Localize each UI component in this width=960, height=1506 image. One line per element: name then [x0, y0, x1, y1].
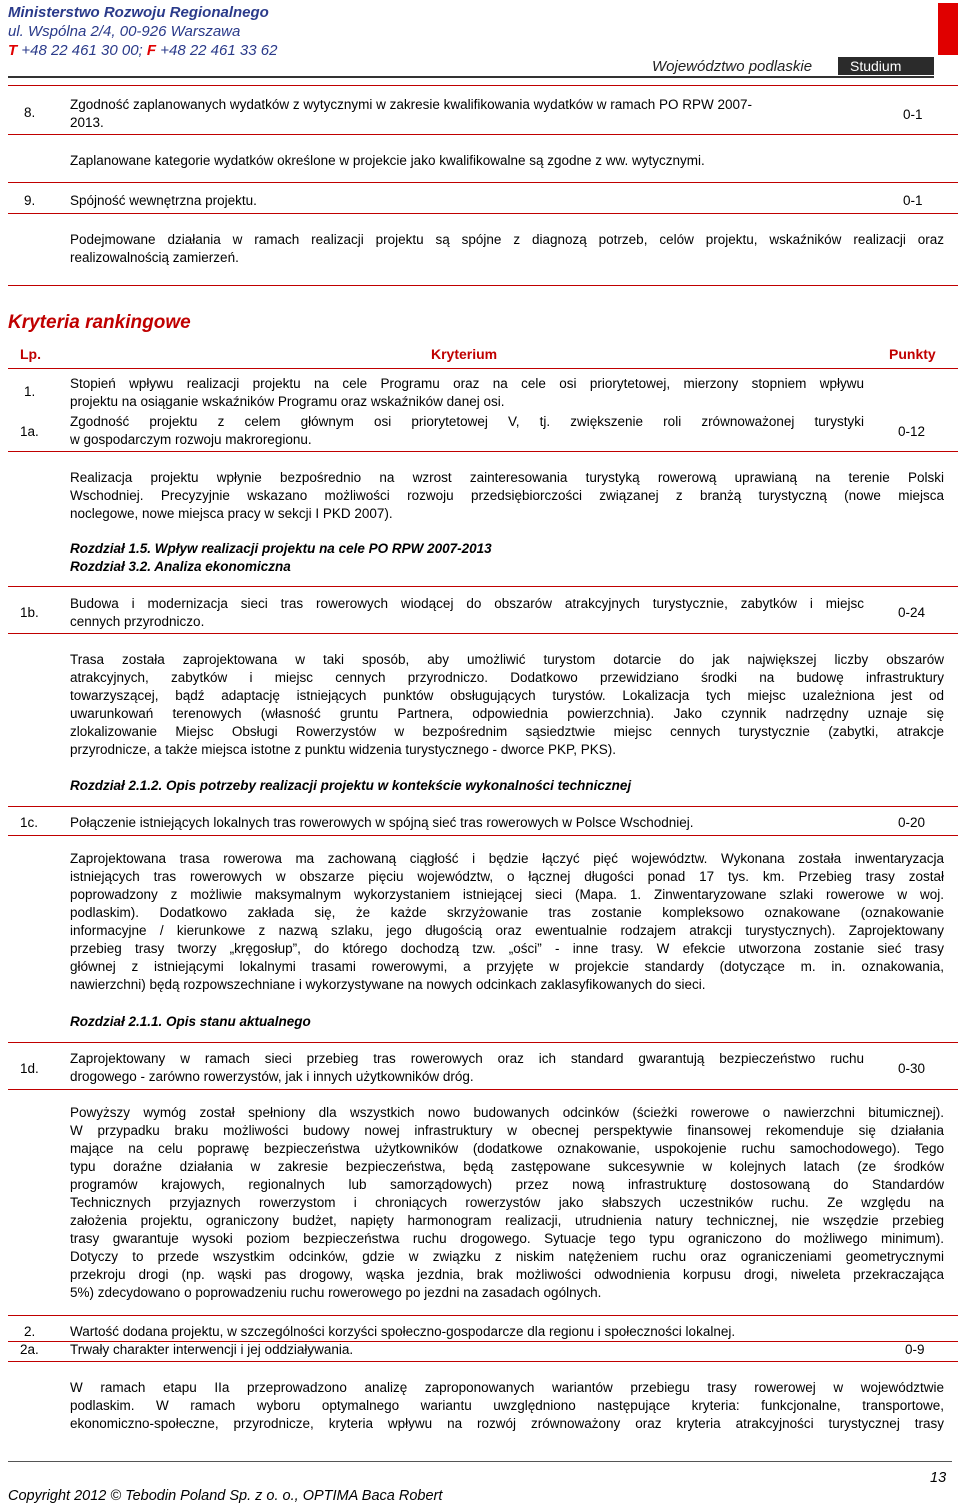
column-header-points: Punkty [889, 346, 936, 362]
column-header-lp: Lp. [20, 346, 41, 362]
criterion-title: Wartość dodana projektu, w szczególności korzyści społeczno-gospodarcze dla regionu i społeczności lokalnej. [70, 1324, 736, 1339]
contact-line [8, 41, 277, 60]
chapter-reference: Rozdział 1.5. Wpływ realizacji projektu na cele PO RPW 2007-2013 [70, 541, 492, 556]
description-line: podlaskim. W ramach wyboru optymalnego wariantu uwzględniono następujące kryteria: funkcjonalne, transportowe, [70, 1398, 944, 1413]
points-value: 0-12 [898, 424, 926, 439]
points-value: 0-1 [903, 107, 923, 122]
row-number: 2a. [20, 1342, 39, 1357]
description-line: towarzyszącej, bądź adaptację istniejących punktów obsługujących turystów. Lokalizacja tych miejsc uzależniona jest od [70, 688, 944, 703]
row-number: 1d. [20, 1061, 39, 1076]
divider [8, 1361, 958, 1362]
criterion-title: projektu na osiąganie wskaźników Programu oraz wskaźników danej osi. [70, 394, 505, 409]
divider [8, 835, 958, 836]
row-number: 1. [24, 384, 36, 399]
description-line: typu doraźne działania w zakresie bezpieczeństwa, będą zastępowane sukcesywnie w kolejnych latach (ze środków [70, 1159, 944, 1174]
description-line: trasy gwarantuje wysoki poziom bezpieczeństwa ruchu drogowego. Sytuacje tego typu ograniczono do możliwego minimum). [70, 1231, 944, 1246]
criterion-title: 2013. [70, 115, 104, 130]
chapter-reference: Rozdział 2.1.1. Opis stanu aktualnego [70, 1014, 311, 1029]
description-line: Dotyczy to przede wszystkim odcinków, gdzie w związku z niskim natężeniem ruchu oraz ograniczeniami geometrycznymi [70, 1249, 944, 1264]
description-line: Wschodniej. Precyzyjnie wskazano możliwości rozwoju przedsiębiorczości związanej z branżą turystyczną (nowe miejsca [70, 488, 944, 503]
points-value: 0-24 [898, 605, 926, 620]
row-number: 9. [24, 193, 36, 208]
region-label: Województwo podlaskie [652, 58, 813, 75]
phone-number: +48 22 461 30 00; [17, 42, 147, 59]
description-line: Trasa została zaprojektowana w taki sposób, aby umożliwić turystom dotarcie do jak największej liczby obszarów [70, 652, 944, 667]
fax-label: F [146, 42, 157, 59]
divider [8, 134, 958, 135]
chapter-reference: Rozdział 3.2. Analiza ekonomiczna [70, 559, 291, 574]
criterion-description: realizowalnością zamierzeń. [70, 250, 239, 265]
description-line: programów krajowych, regionalnych lub samorządowych) przez nową infrastrukturę dostosowaną do Standardów [70, 1177, 944, 1192]
description-line: poprowadzony z możliwie maksymalnym wykorzystaniem istniejącej sieci (Mapa. 1. Zinwentaryzowane szlaki rowerowe w woj. [70, 887, 944, 902]
criterion-title: Budowa i modernizacja sieci tras rowerowych wiodącej do obszarów atrakcyjnych turystycznie, zabytków i miejsc [70, 596, 864, 611]
divider [8, 368, 958, 369]
description-line: nawierzchni) będą rozpowszechniane i wykorzystywane na nowych odcinkach zaklasyfikowanych do sieci. [70, 977, 706, 992]
divider [8, 285, 958, 286]
footer-copyright: Copyright 2012 © Tebodin Poland Sp. z o. o., OPTIMA Baca Robert [8, 1488, 443, 1504]
chapter-reference: Rozdział 2.1.2. Opis potrzeby realizacji projektu w kontekście wykonalności technicznej [70, 778, 632, 793]
phone-label: T [8, 42, 18, 59]
org-address: ul. Wspólna 2/4, 00-926 Warszawa [8, 23, 241, 40]
description-line: istniejących tras rowerowych w obszarze pięciu województw, o łącznej długości ponad 17 tys. km. Przebieg trasy został [70, 869, 944, 884]
description-line: atrakcyjnych, zabytków i miejsc cennych przyrodniczo. Dodatkowo przewidziano środki na budowę infrastruktury [70, 670, 944, 685]
description-line: zlokalizowanie Miejsc Obsługi Rowerzystów w bezpośrednim sąsiedztwie miejsc cennych turystycznie (zabytki, atrakcje [70, 724, 944, 739]
description-line: przyrodnicze, a także miejsca istotne z punktu widzenia turystycznego - dworce PKP, PKS). [70, 742, 616, 757]
column-header-criterion: Kryterium [431, 346, 498, 362]
row-number: 2. [24, 1324, 36, 1339]
criterion-title: drogowego - zarówno rowerzystów, jak i innych użytkowników dróg. [70, 1069, 474, 1084]
points-value: 0-1 [903, 193, 923, 208]
description-line: Zaprojektowana trasa rowerowa ma zachowaną ciągłość i będzie łączyć pięć województw. Wykonana została inwentaryzacja [70, 851, 944, 866]
criterion-title: Trwały charakter interwencji i jej oddziaływania. [70, 1342, 354, 1357]
description-line: Powyższy wymóg został spełniony dla wszystkich nowo budowanych odcinków (ścieżki rowerowe o nawierzchni bitumicznej). [70, 1105, 944, 1120]
description-line: 5%) zdecydowano o poprowadzeniu ruchu rowerowego po jezdni na zasadach ogólnych. [70, 1285, 602, 1300]
footer-divider [8, 1461, 952, 1462]
divider [8, 1089, 958, 1090]
description-line: noclegowe, nowe miejsca pracy w sekcji I PKD 2007). [70, 506, 393, 521]
description-line: ekonomiczno-społeczne, przyrodnicze, kryteria wpływu na rozwój zrównoważony oraz kryteria atrakcyjności turystycznej trasy [70, 1416, 944, 1431]
row-number: 1b. [20, 605, 39, 620]
page-number: 13 [930, 1470, 947, 1486]
criterion-description: Zaplanowane kategorie wydatków określone w projekcie jako kwalifikowalne są zgodne z ww. wytycznymi. [70, 153, 705, 168]
row-number: 1c. [20, 815, 39, 830]
description-line: założenia projektu, ograniczony budżet, napięty harmonogram realizacji, utrudnienia natury technicznej, nie wszędzie przebieg [70, 1213, 944, 1228]
row-number: 1a. [20, 424, 39, 439]
criterion-title: Zgodność projektu z celem głównym osi priorytetowej V, tj. zwiększenie roli zrównoważonej turystyki [70, 414, 864, 429]
description-line: Realizacja projektu wpłynie bezpośrednio na wzrost zainteresowania turystyką rowerową uprawianą na terenie Polski [70, 470, 944, 485]
divider [8, 633, 958, 634]
points-value: 0-9 [905, 1342, 925, 1357]
description-line: informacyjne / kierunkowe z nazwą szlaku, jego długością oraz ewentualnie rodzajem atrakcji turystycznych). Zaprojektowany [70, 923, 944, 938]
header-divider [8, 76, 934, 78]
criterion-description: Podejmowane działania w ramach realizacji projektu są spójne z diagnozą potrzeb, celów projektu, wskaźników realizacji oraz [70, 232, 944, 247]
section-title: Kryteria rankingowe [8, 312, 191, 333]
brand-corner-mark [938, 3, 958, 55]
row-number: 8. [24, 105, 36, 120]
points-value: 0-20 [898, 815, 926, 830]
divider [8, 586, 958, 587]
points-value: 0-30 [898, 1061, 926, 1076]
fax-number: +48 22 461 33 62 [156, 42, 278, 59]
divider [8, 85, 958, 86]
criterion-title: Zgodność zaplanowanych wydatków z wytycznymi w zakresie kwalifikowania wydatków w ramach PO RPW 2007- [70, 97, 753, 112]
description-line: podlaskim). Dodatkowo zakłada się, że każde skrzyżowanie tras zostanie kompleksowo oznakowane (oznakowanie [70, 905, 944, 920]
description-line: mające na celu poprawę bezpieczeństwa użytkowników (dodatkowe oznakowanie, uspokojenie ruchu samochodowego). Tego [70, 1141, 944, 1156]
criterion-title: cennych przyrodniczo. [70, 614, 205, 629]
org-name: Ministerstwo Rozwoju Regionalnego [8, 4, 269, 21]
description-line: W ramach etapu IIa przeprowadzono analizę zaproponowanych wariantów przebiegu trasy rowerowej w województwie [70, 1380, 944, 1395]
divider [8, 1042, 958, 1043]
criterion-title: Połączenie istniejących lokalnych tras rowerowych w spójną sieć tras rowerowych w Polsce Wschodniej. [70, 815, 694, 830]
criterion-title: Stopień wpływu realizacji projektu na cele Programu oraz na cele osi priorytetowej, mierzony stopniem wpływu [70, 376, 864, 391]
description-line: głównej z istniejącymi lokalnymi trasami rowerowymi, a przyjęte w projekcie standardy (dotyczące m. in. oznakowania, [70, 959, 944, 974]
divider [8, 213, 958, 214]
description-line: W przypadku braku możliwości budowy nowej infrastruktury w obecnej perspektywie finansowej rekomenduje się działania [70, 1123, 944, 1138]
study-badge: Studium [838, 57, 934, 75]
divider [8, 806, 958, 807]
criterion-title: Zaprojektowany w ramach sieci przebieg tras rowerowych oraz ich standard gwarantują bezpieczeństwo ruchu [70, 1051, 864, 1066]
description-line: Technicznych przyjaznych rowerzystom i chroniących rowerzystów jako słabszych uczestników ruchu. Ze względu na [70, 1195, 944, 1210]
description-line: uwarunkowań terenowych (własność gruntu Partnera, odpowiednia powierzchnia). Jako czynnik nadrzędny uznaje się [70, 706, 944, 721]
description-line: przebieg trasy tworzy „kręgosłup”, do którego dochodzą tzw. „ości” - inne trasy. W efekcie utworzona zostanie sieć trasy [70, 941, 944, 956]
criterion-title: Spójność wewnętrzna projektu. [70, 193, 257, 208]
divider [8, 1315, 958, 1316]
divider [8, 451, 958, 452]
divider [8, 182, 958, 183]
criterion-title: w gospodarczym rozwoju makroregionu. [70, 432, 312, 447]
description-line: przekroju drogi (np. wąski pas drogowy, wąska jezdnia, brak możliwości odwodnienia korpusu drogi, niweleta przekraczająca [70, 1267, 944, 1282]
